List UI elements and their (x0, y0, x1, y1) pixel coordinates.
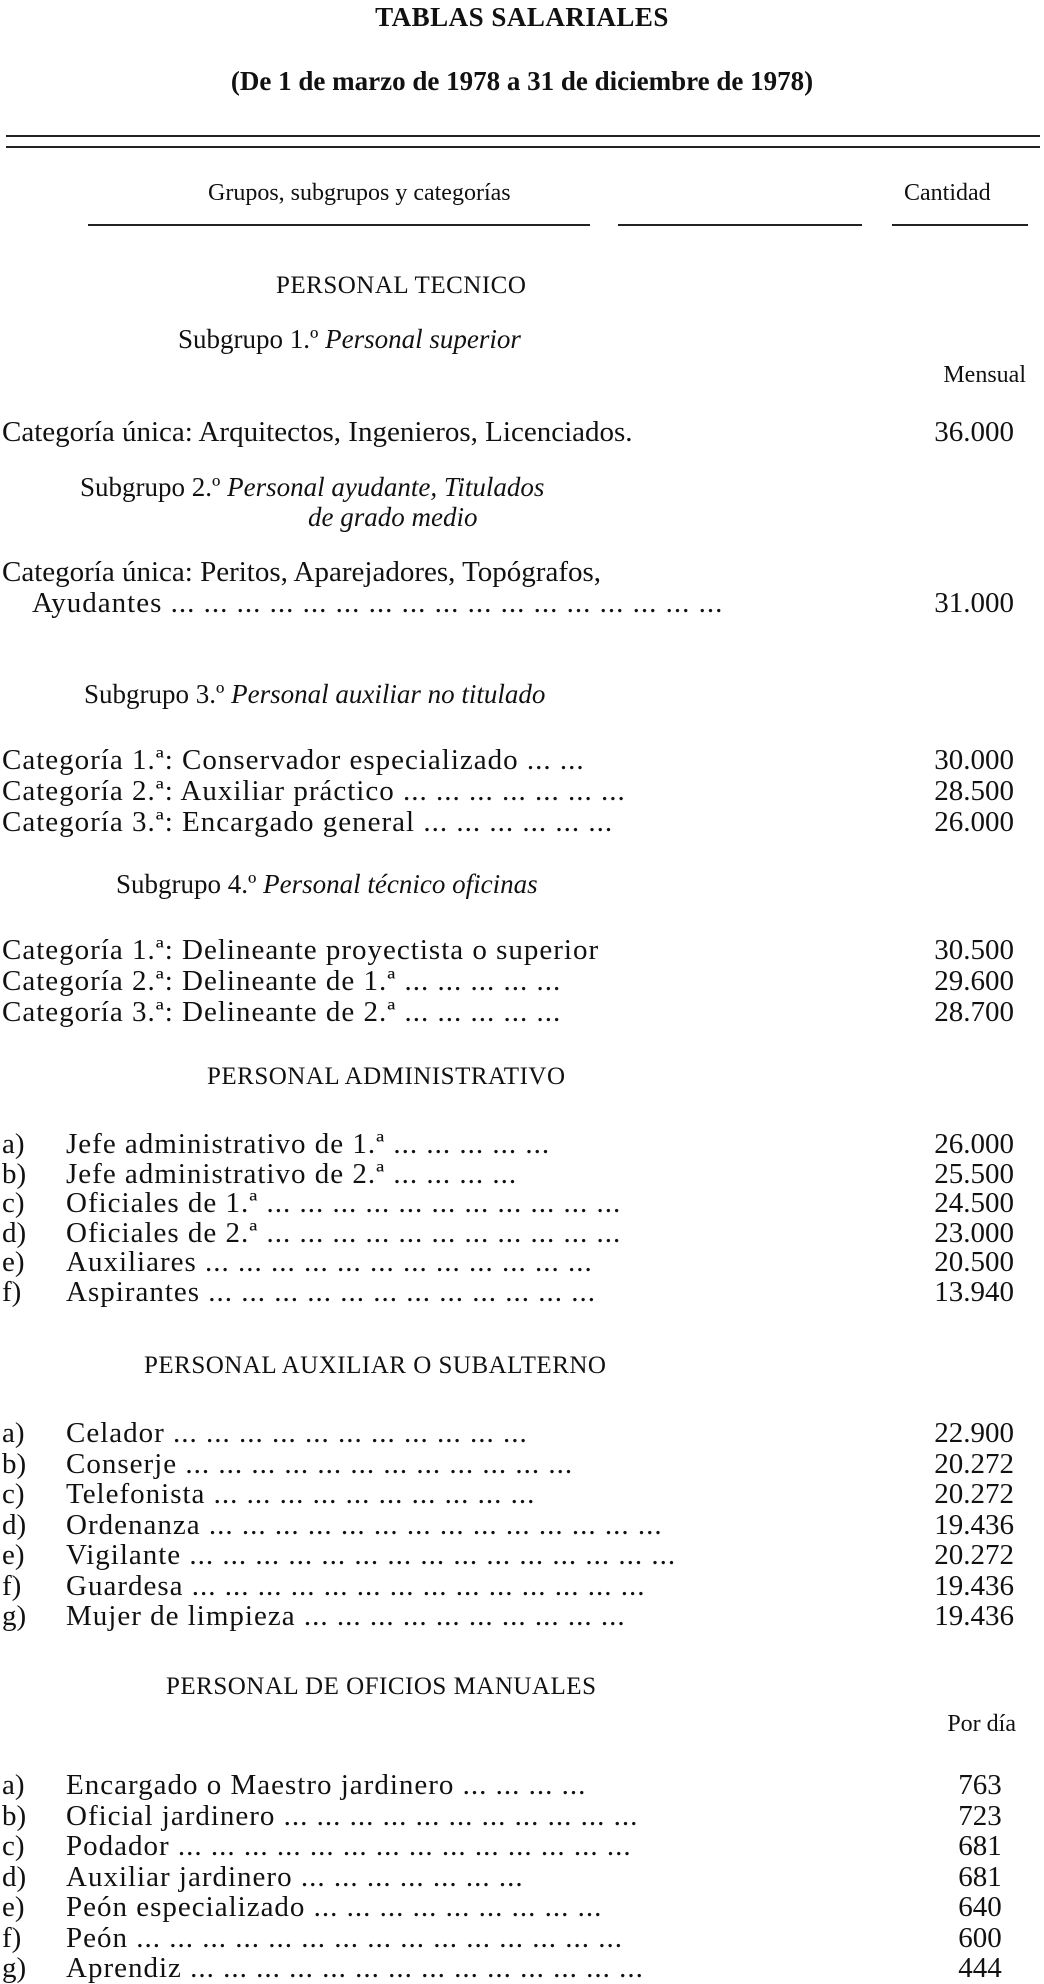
row-letter: b) (2, 1799, 27, 1832)
row-value: 31.000 (934, 587, 1014, 619)
row-label: Oficial jardinero ... ... ... ... ... ... ... ... ... ... ... (66, 1799, 639, 1832)
section-heading-auxiliar: PERSONAL AUXILIAR O SUBALTERNO (144, 1352, 607, 1379)
row-letter: a) (2, 1128, 25, 1160)
auxiliar-row (0, 1449, 1044, 1480)
row-value: 20.272 (934, 1447, 1014, 1480)
oficios-row (0, 1862, 1044, 1893)
top-rule-lower (6, 146, 1040, 148)
row-value: 19.436 (934, 1569, 1014, 1602)
row-value: 22.900 (934, 1417, 1014, 1449)
row-label: Categoría 3.ª: Encargado general ... ... ... ... ... ... (2, 806, 614, 838)
row-value: 20.272 (934, 1478, 1014, 1510)
row-letter: e) (2, 1891, 25, 1923)
row-value: 20.272 (934, 1539, 1014, 1571)
header-underline-right (892, 224, 1028, 226)
section-heading-administrativo: PERSONAL ADMINISTRATIVO (207, 1063, 566, 1090)
row-label: Mujer de limpieza ... ... ... ... ... ... ... ... ... ... (66, 1600, 626, 1632)
row-value: 24.500 (934, 1187, 1014, 1220)
administrativo-row (0, 1277, 1044, 1308)
row-value: 13.940 (934, 1276, 1014, 1308)
row-letter: c) (2, 1187, 25, 1220)
row-value: 681 (958, 1860, 1002, 1893)
row-value: 20.500 (934, 1246, 1014, 1279)
auxiliar-row (0, 1479, 1044, 1510)
subgroup-2-name-line1: Personal ayudante, Titulados (227, 472, 545, 502)
row-value: 30.500 (934, 934, 1014, 966)
row-sub4-cat1 (0, 935, 1044, 966)
row-value: 28.500 (934, 775, 1014, 807)
administrativo-row (0, 1188, 1044, 1219)
row-sub1-categoria-unica (0, 417, 1044, 448)
subgroup-1-name: Personal superior (325, 324, 521, 354)
row-value: 26.000 (934, 806, 1014, 838)
row-value: 444 (958, 1952, 1002, 1984)
oficios-row (0, 1892, 1044, 1923)
row-value: 29.600 (934, 965, 1014, 997)
row-label: Ayudantes ... ... ... ... ... ... ... ... ... ... ... ... ... ... ... ... ... (32, 587, 724, 619)
unit-por-dia: Por día (947, 1711, 1016, 1737)
row-label: Peón ... ... ... ... ... ... ... ... ... ... ... ... ... ... ... (66, 1921, 623, 1954)
subgroup-4-prefix: Subgrupo 4.º (116, 869, 257, 899)
row-label: Aspirantes ... ... ... ... ... ... ... ... ... ... ... ... (66, 1276, 597, 1308)
row-value: 23.000 (934, 1216, 1014, 1249)
row-label: Auxiliares ... ... ... ... ... ... ... ... ... ... ... ... (66, 1246, 593, 1279)
row-sub4-cat2 (0, 966, 1044, 997)
subgroup-3-name: Personal auxiliar no titulado (231, 679, 546, 709)
row-value: 600 (958, 1921, 1002, 1954)
oficios-row (0, 1801, 1044, 1832)
row-label: Auxiliar jardinero ... ... ... ... ... ... ... (66, 1860, 524, 1893)
row-label: Categoría 2.ª: Delineante de 1.ª ... ... ... ... ... (2, 965, 562, 997)
subgroup-2-heading-line1 (80, 472, 544, 503)
row-label: Categoría 1.ª: Delineante proyectista o superior (2, 934, 600, 966)
column-header-groups: Grupos, subgrupos y categorías (208, 180, 511, 206)
row-label: Vigilante ... ... ... ... ... ... ... ... ... ... ... ... ... ... ... (66, 1539, 677, 1571)
auxiliar-row (0, 1510, 1044, 1541)
row-label: Aprendiz ... ... ... ... ... ... ... ... ... ... ... ... ... ... (66, 1952, 644, 1984)
subgroup-2-prefix: Subgrupo 2.º (80, 472, 221, 502)
header-underline-mid (618, 224, 862, 226)
auxiliar-row (0, 1571, 1044, 1602)
row-label: Ordenanza ... ... ... ... ... ... ... ... ... ... ... ... ... ... (66, 1508, 663, 1541)
row-label: Categoría 1.ª: Conservador especializado ... ... (2, 744, 585, 776)
oficios-row (0, 1923, 1044, 1954)
row-label: Jefe administrativo de 2.ª ... ... ... ... (66, 1157, 518, 1190)
row-label: Conserje ... ... ... ... ... ... ... ... ... ... ... ... (66, 1447, 574, 1480)
subgroup-2-heading-line2 (308, 502, 477, 533)
row-value: 26.000 (934, 1128, 1014, 1160)
row-sub3-cat3 (0, 807, 1044, 838)
section-heading-tecnico: PERSONAL TECNICO (276, 272, 527, 299)
subgroup-3-prefix: Subgrupo 3.º (84, 679, 225, 709)
subgroup-3-heading (84, 679, 545, 710)
row-value: 723 (958, 1799, 1002, 1832)
row-value: 28.700 (934, 996, 1014, 1028)
row-label: Podador ... ... ... ... ... ... ... ... ... ... ... ... ... ... (66, 1830, 632, 1862)
row-label: Oficiales de 2.ª ... ... ... ... ... ... ... ... ... ... ... (66, 1216, 622, 1249)
row-label: Telefonista ... ... ... ... ... ... ... ... ... ... (66, 1478, 536, 1510)
row-value: 640 (958, 1891, 1002, 1923)
row-value: 763 (958, 1769, 1002, 1801)
administrativo-row (0, 1247, 1044, 1278)
subgroup-1-prefix: Subgrupo 1.º (178, 324, 319, 354)
subgroup-2-name-line2: de grado medio (308, 502, 478, 532)
header-underline-left (88, 224, 590, 226)
row-value: 681 (958, 1830, 1002, 1862)
unit-mensual: Mensual (943, 362, 1026, 388)
row-label: Jefe administrativo de 1.ª ... ... ... ... ... (66, 1128, 551, 1160)
row-letter: b) (2, 1447, 27, 1480)
column-header-amount: Cantidad (904, 180, 991, 206)
row-value: 36.000 (934, 416, 1014, 448)
row-letter: c) (2, 1478, 25, 1510)
row-sub2-categoria-unica-line1 (0, 557, 1044, 588)
row-value: 25.500 (934, 1157, 1014, 1190)
row-label: Categoría única: Peritos, Aparejadores, Topógrafos, (2, 556, 602, 588)
oficios-row (0, 1953, 1044, 1984)
row-letter: b) (2, 1157, 27, 1190)
oficios-row (0, 1770, 1044, 1801)
subgroup-4-name: Personal técnico oficinas (263, 869, 538, 899)
row-label: Categoría 3.ª: Delineante de 2.ª ... ... ... ... ... (2, 996, 562, 1028)
row-letter: f) (2, 1921, 22, 1954)
row-label: Encargado o Maestro jardinero ... ... ... ... (66, 1769, 587, 1801)
row-letter: d) (2, 1508, 27, 1541)
page-subtitle: (De 1 de marzo de 1978 a 31 de diciembre de 1978) (230, 66, 814, 96)
row-letter: g) (2, 1600, 27, 1632)
page-title: TABLAS SALARIALES (375, 2, 669, 32)
row-label: Guardesa ... ... ... ... ... ... ... ... ... ... ... ... ... ... (66, 1569, 646, 1602)
row-value: 19.436 (934, 1508, 1014, 1541)
row-label: Categoría 2.ª: Auxiliar práctico ... ... ... ... ... ... ... (2, 775, 626, 807)
row-label: Celador ... ... ... ... ... ... ... ... ... ... ... (66, 1417, 528, 1449)
administrativo-row (0, 1218, 1044, 1249)
administrativo-row (0, 1129, 1044, 1160)
row-letter: a) (2, 1769, 25, 1801)
auxiliar-row (0, 1540, 1044, 1571)
row-letter: g) (2, 1952, 27, 1984)
administrativo-row (0, 1159, 1044, 1190)
row-letter: f) (2, 1569, 22, 1602)
row-letter: e) (2, 1539, 25, 1571)
subgroup-4-heading (116, 869, 538, 900)
row-value: 30.000 (934, 744, 1014, 776)
subgroup-1-heading (178, 324, 521, 355)
section-heading-oficios: PERSONAL DE OFICIOS MANUALES (166, 1673, 597, 1700)
oficios-row (0, 1831, 1044, 1862)
row-label: Peón especializado ... ... ... ... ... ... ... ... ... (66, 1891, 603, 1923)
row-letter: e) (2, 1246, 25, 1279)
row-sub3-cat1 (0, 745, 1044, 776)
row-label: Categoría única: Arquitectos, Ingenieros, Licenciados. (2, 416, 633, 448)
row-letter: d) (2, 1860, 27, 1893)
row-letter: f) (2, 1276, 22, 1308)
row-sub3-cat2 (0, 776, 1044, 807)
row-letter: a) (2, 1417, 25, 1449)
auxiliar-row (0, 1418, 1044, 1449)
row-value: 19.436 (934, 1600, 1014, 1632)
row-label: Oficiales de 1.ª ... ... ... ... ... ... ... ... ... ... ... (66, 1187, 622, 1220)
row-sub2-categoria-unica-line2 (0, 588, 1044, 619)
top-rule-upper (6, 135, 1040, 137)
row-letter: c) (2, 1830, 25, 1862)
auxiliar-row (0, 1601, 1044, 1632)
row-letter: d) (2, 1216, 27, 1249)
row-sub4-cat3 (0, 997, 1044, 1028)
